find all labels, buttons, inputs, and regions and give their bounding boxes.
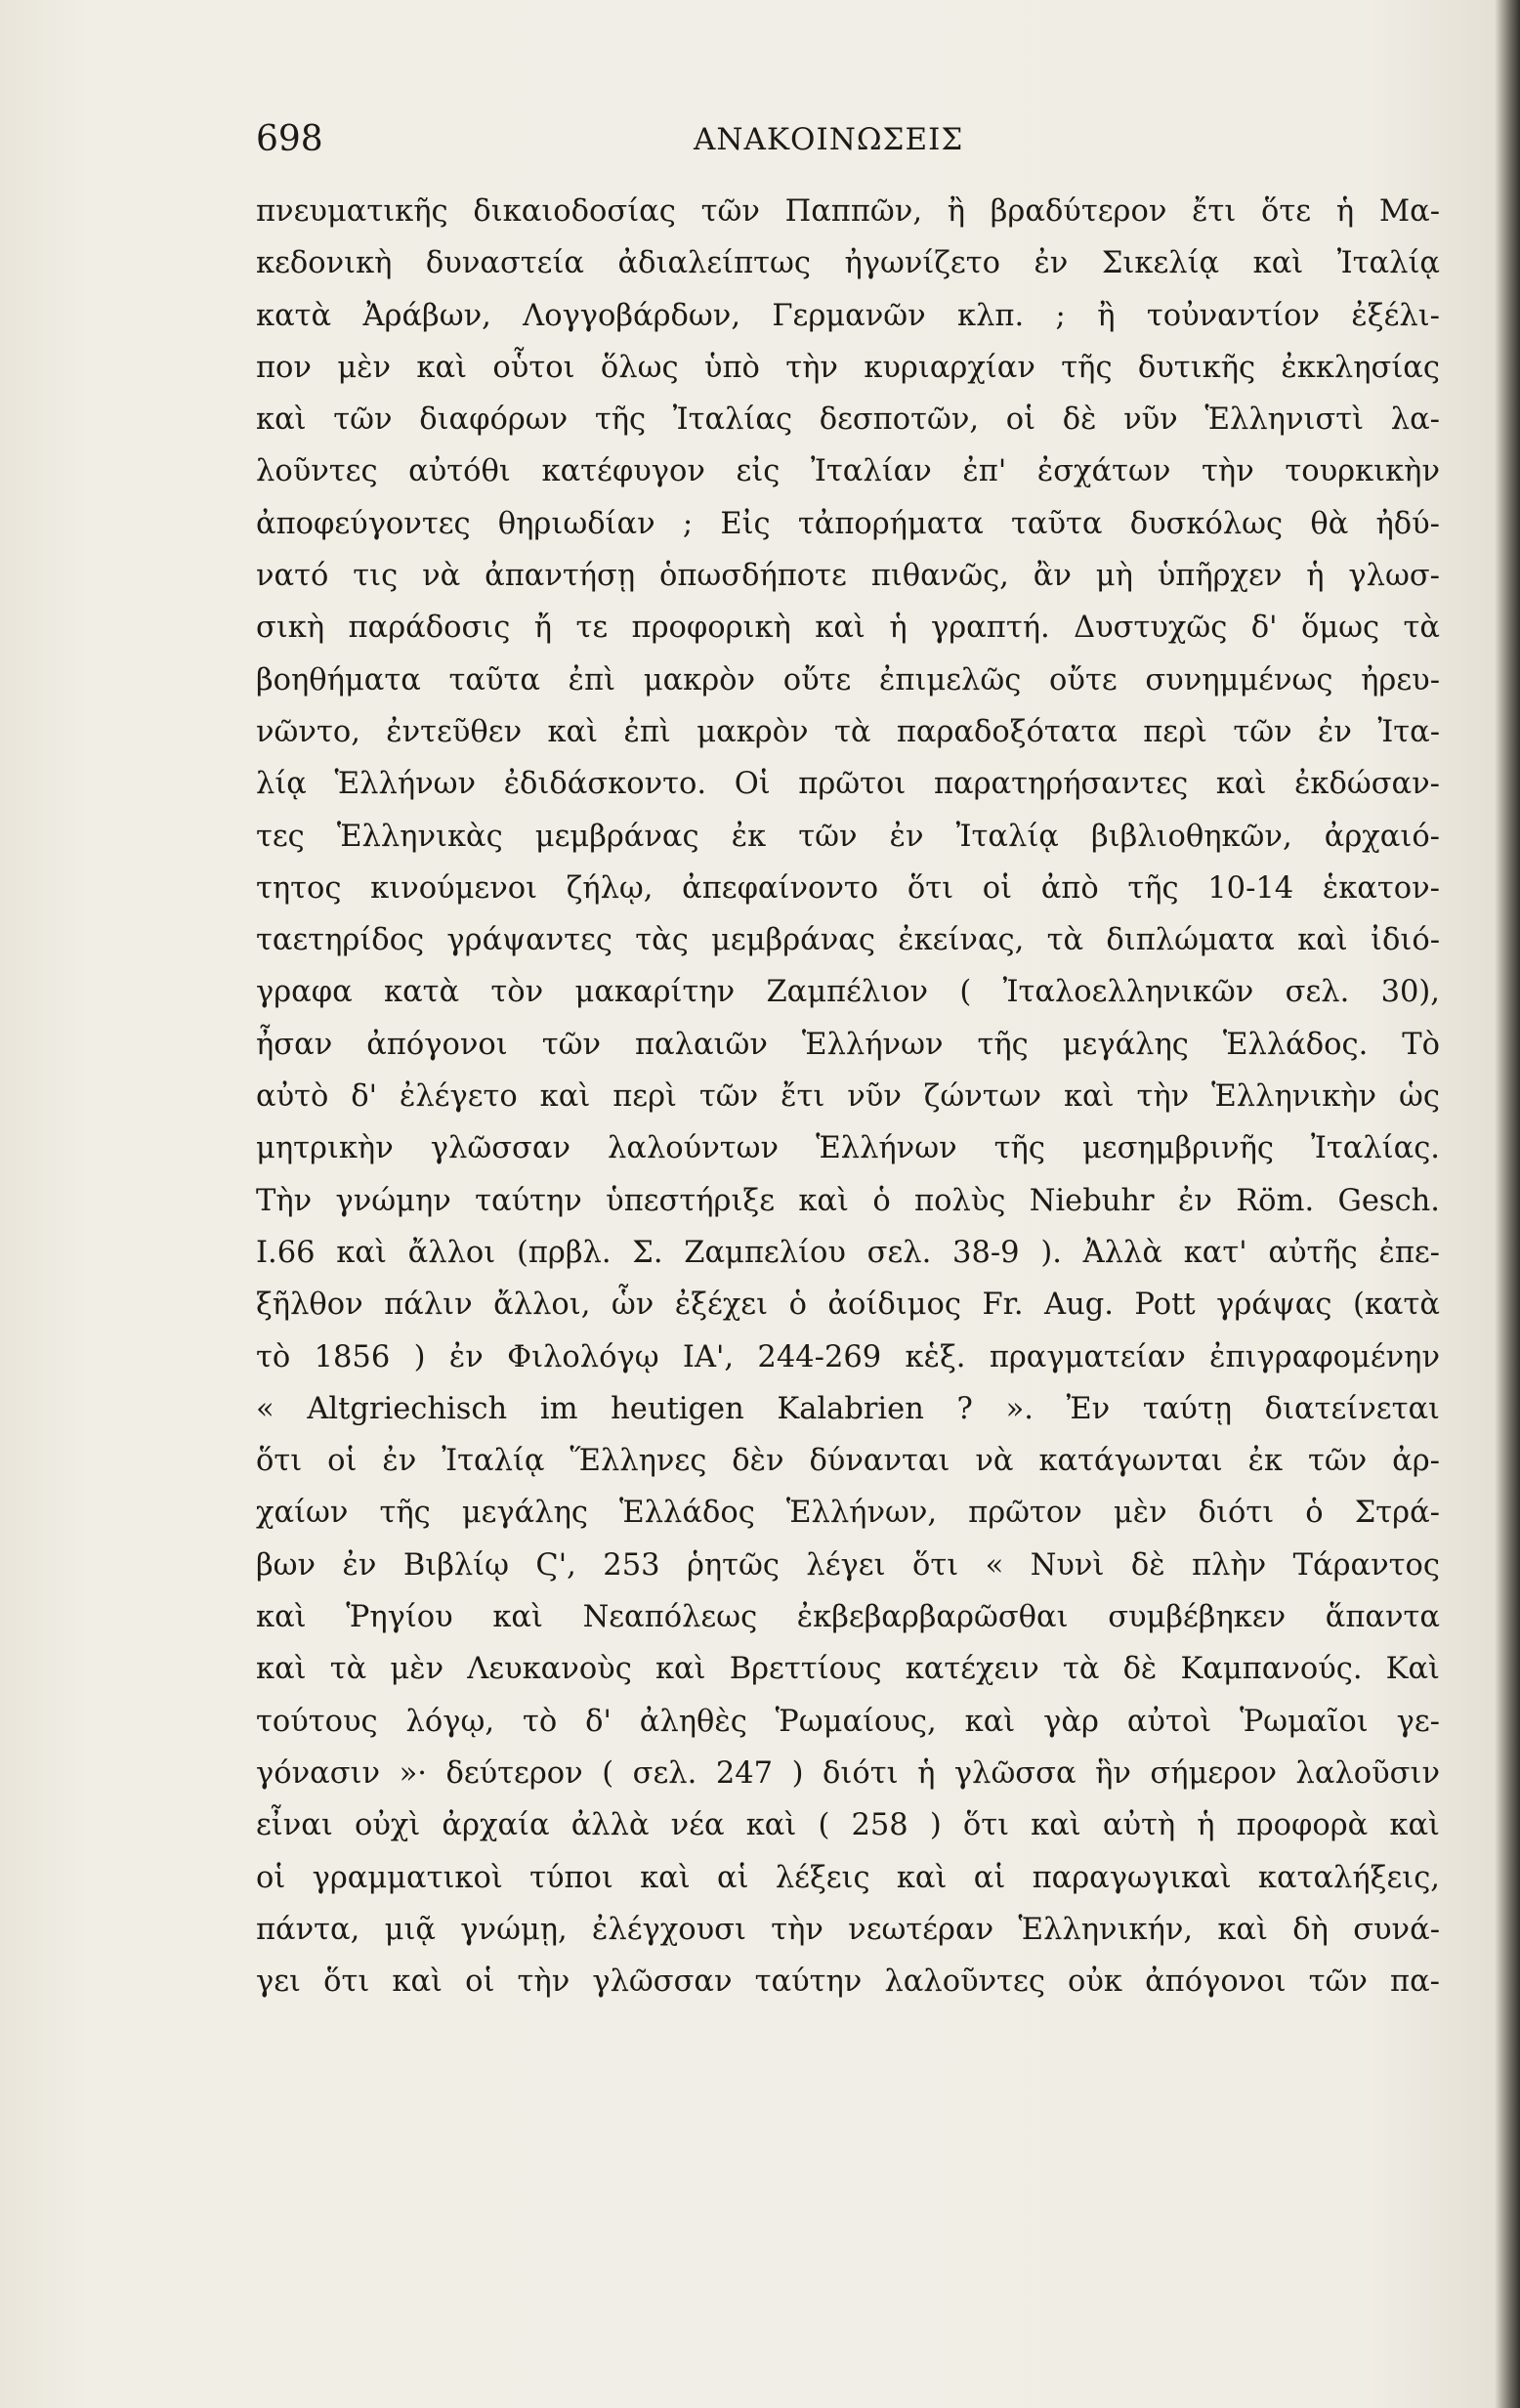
- text-line: τητος κινούμενοι ζήλῳ, ἀπεφαίνοντο ὅτι οἱ ἀπὸ τῆς 10-14 ἑκατον-: [256, 870, 1440, 906]
- text-line: ταετηρίδος γράψαντες τὰς μεμβράνας ἐκείνας, τὰ διπλώματα καὶ ἰδιό-: [256, 923, 1440, 958]
- text-line: καὶ τῶν διαφόρων τῆς Ἰταλίας δεσποτῶν, οἱ δὲ νῦν Ἑλληνιστὶ λα-: [256, 402, 1440, 438]
- text-line: γραφα κατὰ τὸν μακαρίτην Ζαμπέλιον ( Ἰταλοελληνικῶν σελ. 30),: [256, 975, 1440, 1010]
- text-line: λίᾳ Ἑλλήνων ἐδιδάσκοντο. Οἱ πρῶτοι παρατηρήσαντες καὶ ἐκδώσαν-: [256, 767, 1440, 802]
- text-line: πον μὲν καὶ οὗτοι ὅλως ὑπὸ τὴν κυριαρχίαν τῆς δυτικῆς ἐκκλησίας: [256, 350, 1440, 385]
- text-line: τούτους λόγῳ, τὸ δ' ἀληθὲς Ῥωμαίους, καὶ γὰρ αὐτοὶ Ῥωμαῖοι γε-: [256, 1704, 1440, 1739]
- text-line: « Altgriechisch im heutigen Kalabrien ? ». Ἐν ταύτῃ διατείνεται: [256, 1391, 1440, 1426]
- page-header: [256, 115, 1428, 164]
- text-line: γει ὅτι καὶ οἱ τὴν γλῶσσαν ταύτην λαλοῦντες οὐκ ἀπόγονοι τῶν πα-: [256, 1964, 1440, 2000]
- page-edge-shadow: [1495, 0, 1520, 2408]
- text-line: χαίων τῆς μεγάλης Ἑλλάδος Ἑλλήνων, πρῶτον μὲν διότι ὁ Στρά-: [256, 1496, 1440, 1531]
- text-line: ὅτι οἱ ἐν Ἰταλίᾳ Ἕλληνες δὲν δύνανται νὰ κατάγωνται ἐκ τῶν ἀρ-: [256, 1444, 1440, 1479]
- text-line: ἦσαν ἀπόγονοι τῶν παλαιῶν Ἑλλήνων τῆς μεγάλης Ἑλλάδος. Τὸ: [256, 1027, 1440, 1062]
- text-line: αὐτὸ δ' ἐλέγετο καὶ περὶ τῶν ἔτι νῦν ζώντων καὶ τὴν Ἑλληνικὴν ὡς: [256, 1079, 1440, 1115]
- text-line: καὶ τὰ μὲν Λευκανοὺς καὶ Βρεττίους κατέχειν τὰ δὲ Καμπανούς. Καὶ: [256, 1652, 1440, 1687]
- text-line: τες Ἑλληνικὰς μεμβράνας ἐκ τῶν ἐν Ἰταλίᾳ βιβλιοθηκῶν, ἀρχαιό-: [256, 819, 1440, 854]
- text-line: Τὴν γνώμην ταύτην ὑπεστήριξε καὶ ὁ πολὺς Niebuhr ἐν Röm. Gesch.: [256, 1183, 1440, 1218]
- page-number: 698: [256, 119, 323, 159]
- text-line: πάντα, μιᾷ γνώμῃ, ἐλέγχουσι τὴν νεωτέραν Ἑλληνικήν, καὶ δὴ συνά-: [256, 1912, 1440, 1947]
- text-line: νῶντο, ἐντεῦθεν καὶ ἐπὶ μακρὸν τὰ παραδοξότατα περὶ τῶν ἐν Ἰτα-: [256, 714, 1440, 749]
- text-line: γόνασιν »· δεύτερον ( σελ. 247 ) διότι ἡ γλῶσσα ἣν σήμερον λαλοῦσιν: [256, 1755, 1440, 1791]
- text-line: λοῦντες αὐτόθι κατέφυγον εἰς Ἰταλίαν ἐπ' ἐσχάτων τὴν τουρκικὴν: [256, 454, 1440, 489]
- text-line: εἶναι οὐχὶ ἀρχαία ἀλλὰ νέα καὶ ( 258 ) ὅτι καὶ αὐτὴ ἡ προφορὰ καὶ: [256, 1808, 1440, 1843]
- text-line: κεδονικὴ δυναστεία ἀδιαλείπτως ἠγωνίζετο ἐν Σικελίᾳ καὶ Ἰταλίᾳ: [256, 246, 1440, 281]
- body-text: [256, 186, 1440, 2007]
- running-head: ΑΝΑΚΟΙΝΩΣΕΙΣ: [694, 122, 964, 157]
- text-line: τὸ 1856 ) ἐν Φιλολόγῳ ΙΑ', 244-269 κἑξ. πραγματείαν ἐπιγραφομένην: [256, 1339, 1440, 1374]
- text-line: σικὴ παράδοσις ἤ τε προφορικὴ καὶ ἡ γραπτή. Δυστυχῶς δ' ὅμως τὰ: [256, 611, 1440, 646]
- text-line: μητρικὴν γλῶσσαν λαλούντων Ἑλλήνων τῆς μεσημβρινῆς Ἰταλίας.: [256, 1131, 1440, 1166]
- text-line: ξῆλθον πάλιν ἄλλοι, ὧν ἐξέχει ὁ ἀοίδιμος Fr. Aug. Pott γράψας (κατὰ: [256, 1288, 1440, 1323]
- text-line: πνευματικῆς δικαιοδοσίας τῶν Παππῶν, ἢ βραδύτερον ἔτι ὅτε ἡ Μα-: [256, 194, 1440, 229]
- text-line: ἀποφεύγοντες θηριωδίαν ; Εἰς τἀπορήματα ταῦτα δυσκόλως θὰ ἠδύ-: [256, 506, 1440, 541]
- text-line: καὶ Ῥηγίου καὶ Νεαπόλεως ἐκβεβαρβαρῶσθαι συμβέβηκεν ἅπαντα: [256, 1600, 1440, 1635]
- text-line: βων ἐν Βιβλίῳ Ϛ', 253 ῥητῶς λέγει ὅτι « Νυνὶ δὲ πλὴν Τάραντος: [256, 1547, 1440, 1583]
- text-line: I.66 καὶ ἄλλοι (πρβλ. Σ. Ζαμπελίου σελ. 38-9 ). Ἀλλὰ κατ' αὐτῆς ἐπε-: [256, 1235, 1440, 1270]
- text-line: βοηθήματα ταῦτα ἐπὶ μακρὸν οὔτε ἐπιμελῶς οὔτε συνημμένως ἠρευ-: [256, 662, 1440, 697]
- text-line: νατό τις νὰ ἀπαντήσῃ ὁπωσδήποτε πιθανῶς, ἂν μὴ ὑπῆρχεν ἡ γλωσ-: [256, 559, 1440, 594]
- text-line: κατὰ Ἀράβων, Λογγοβάρδων, Γερμανῶν κλπ. ; ἢ τοὐναντίον ἐξέλι-: [256, 298, 1440, 333]
- text-line: οἱ γραμματικοὶ τύποι καὶ αἱ λέξεις καὶ αἱ παραγωγικαὶ καταλήξεις,: [256, 1860, 1440, 1895]
